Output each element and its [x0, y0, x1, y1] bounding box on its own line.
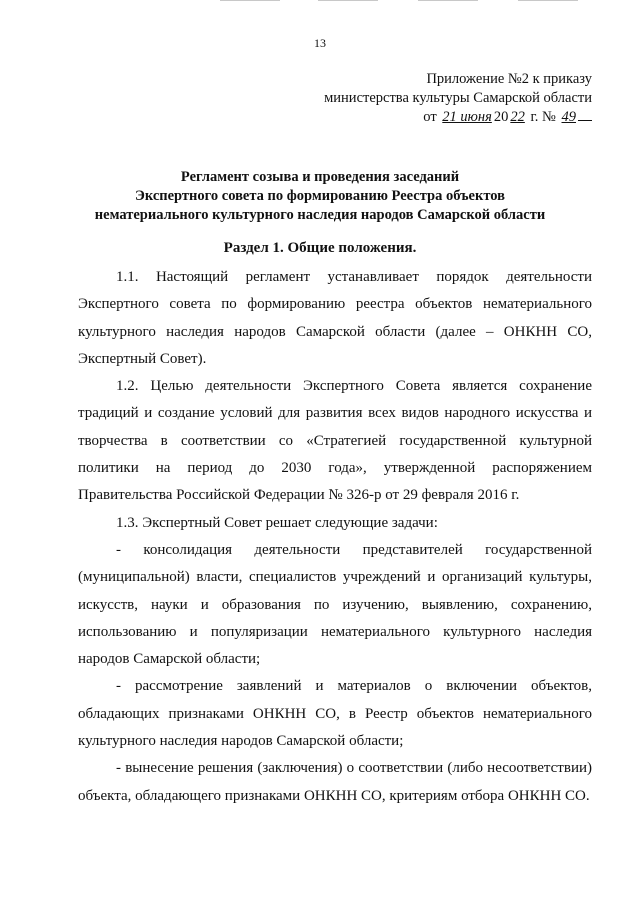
order-number: 49 — [561, 109, 576, 125]
appendix-line-1: Приложение №2 к приказу — [426, 71, 592, 87]
page-number: 13 — [314, 36, 326, 50]
paragraph-1-1: 1.1. Настоящий регламент устанавливает порядок деятельности Экспертного совета по формированию реестра объектов нематериального культурного наследия народов Самарской области (далее – ОНКНН СО, Экспертный Совет). — [78, 269, 592, 367]
bullet-review: - рассмотрение заявлений и материалов о включении объектов, обладающих признаками ОНКНН СО, в Реестр объектов нематериального культурного наследия народов Самарской области; — [78, 678, 592, 750]
date-year-suffix: 22 — [510, 109, 525, 125]
paragraph-1-3: 1.3. Экспертный Совет решает следующие задачи: — [116, 514, 438, 531]
scan-edge-line — [220, 0, 280, 1]
document-body — [78, 264, 592, 810]
appendix-date-line — [324, 108, 592, 127]
bullet-decision: - вынесение решения (заключения) о соответствии (либо несоответствии) объекта, обладающего признаками ОНКНН СО, критериям отбора ОНКНН СО. — [78, 760, 592, 804]
appendix-header — [324, 70, 592, 127]
date-day-month: 21 июня — [442, 109, 492, 125]
title-line-2: Экспертного совета по формированию Реестра объектов — [135, 188, 505, 204]
date-g-label: г. № — [530, 109, 556, 125]
date-year-prefix: 20 — [493, 109, 509, 125]
title-line-1: Регламент созыва и проведения заседаний — [180, 169, 460, 185]
scan-edge-line — [518, 0, 578, 1]
number-blank-line — [578, 120, 592, 121]
paragraph-1-2: 1.2. Целью деятельности Экспертного Совета является сохранение традиций и создание условий для развития всех видов народного искусства и творчества в соответствии со «Стратегией государственной культурной политики на период до 2030 года», утвержденной распоряжением Правительства Российской Федерации № 326-р от 29 февраля 2016 г. — [78, 378, 592, 504]
bullet-consolidation: - консолидация деятельности представителей государственной (муниципальной) власти, специалистов учреждений и организаций культуры, искусств, науки и образования по изучению, выявлению, сохранению, использованию и популяризации нематериального культурного наследия народов Самарской области; — [78, 541, 592, 668]
date-prefix: от — [423, 109, 437, 125]
title-line-3: нематериального культурного наследия народов Самарской области — [94, 207, 546, 223]
section-heading: Раздел 1. Общие положения. — [223, 240, 417, 256]
document-title — [60, 168, 580, 225]
scan-edge-line — [318, 0, 378, 1]
appendix-line-2: министерства культуры Самарской области — [324, 90, 592, 106]
scan-edge-line — [418, 0, 478, 1]
